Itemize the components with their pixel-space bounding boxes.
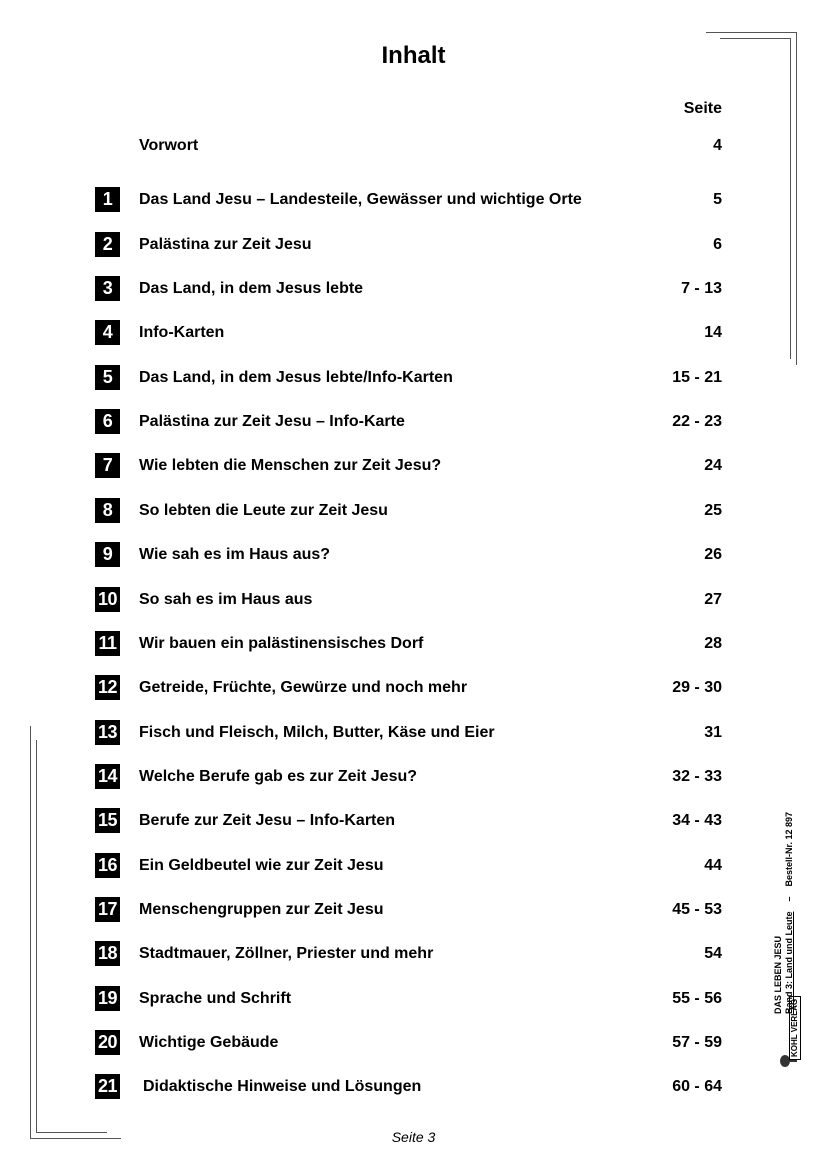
page-numbers: 24 [704,457,722,474]
page-column-header: Seite [683,100,722,117]
toc-entry [0,276,827,304]
chapter-title: Getreide, Früchte, Gewürze und noch mehr [139,679,468,696]
toc-entry [0,675,827,703]
chapter-number-badge: 15 [95,808,120,833]
toc-entry [0,1074,827,1102]
publisher-name: KOHL VERLAG [789,996,801,1060]
chapter-title: Didaktische Hinweise und Lösungen [143,1078,422,1095]
toc-entry [0,365,827,393]
toc-entry [0,232,827,260]
page-numbers: 44 [704,857,722,874]
chapter-number-badge: 7 [95,453,120,478]
series-title: DAS LEBEN JESU [773,935,783,1014]
chapter-title: Das Land, in dem Jesus lebte [139,280,364,297]
page-numbers: 5 [713,191,722,208]
chapter-number-badge: 14 [95,764,120,789]
toc-entry [0,587,827,615]
chapter-title: Das Land Jesu – Landesteile, Gewässer und wichtige Orte [139,191,582,208]
chapter-number-badge: 6 [95,409,120,434]
toc-entry [0,133,827,161]
chapter-number-badge: 12 [95,675,120,700]
chapter-number-badge: 2 [95,232,120,257]
page-numbers: 7 - 13 [681,280,722,297]
toc-entry [0,542,827,570]
band-and-order [784,812,795,1014]
chapter-number-badge: 3 [95,276,120,301]
chapter-number-badge: 10 [95,587,120,612]
toc-entry [0,986,827,1014]
chapter-title: Wichtige Gebäude [139,1034,279,1051]
page-numbers: 29 - 30 [672,679,722,696]
toc-entry [0,1030,827,1058]
toc-entry [0,453,827,481]
toc-entry [0,720,827,748]
toc-entry [0,897,827,925]
chapter-number-badge: 4 [95,320,120,345]
chapter-title: So lebten die Leute zur Zeit Jesu [139,502,388,519]
chapter-number-badge: 13 [95,720,120,745]
page-numbers: 60 - 64 [672,1078,722,1095]
separator: – [784,896,794,902]
toc-entry [0,409,827,437]
page-footer: Seite 3 [391,1129,436,1145]
chapter-number-badge: 19 [95,986,120,1011]
chapter-title: So sah es im Haus aus [139,591,313,608]
page-numbers: 22 - 23 [672,413,722,430]
page-numbers: 32 - 33 [672,768,722,785]
chapter-number-badge: 20 [95,1030,120,1055]
band-title: Band 3: Land und Leute [784,911,794,1014]
chapter-number-badge: 5 [95,365,120,390]
chapter-title: Ein Geldbeutel wie zur Zeit Jesu [139,857,384,874]
chapter-title: Sprache und Schrift [139,990,292,1007]
page-numbers: 31 [704,724,722,741]
chapter-number-badge: 16 [95,853,120,878]
toc-entry [0,631,827,659]
page-numbers: 57 - 59 [672,1034,722,1051]
toc-entry [0,941,827,969]
page-numbers: 6 [713,236,722,253]
publisher-logo [775,998,799,1068]
page-numbers: 26 [704,546,722,563]
page-title: Inhalt [381,42,446,69]
toc-entry [0,320,827,348]
toc-entry [0,187,827,215]
page-numbers: 54 [704,945,722,962]
page-numbers: 45 - 53 [672,901,722,918]
page-numbers: 4 [713,137,722,154]
chapter-title: Palästina zur Zeit Jesu – Info-Karte [139,413,405,430]
side-imprint [773,768,813,1068]
order-number: Bestell-Nr. 12 897 [784,811,794,887]
page-numbers: 15 - 21 [672,369,722,386]
page-numbers: 28 [704,635,722,652]
toc-entry [0,764,827,792]
chapter-number-badge: 1 [95,187,120,212]
chapter-title: Wie lebten die Menschen zur Zeit Jesu? [139,457,442,474]
page-numbers: 55 - 56 [672,990,722,1007]
chapter-title: Wir bauen ein palästinensisches Dorf [139,635,424,652]
toc-entry [0,853,827,881]
chapter-title: Fisch und Fleisch, Milch, Butter, Käse und Eier [139,724,495,741]
toc-entry [0,808,827,836]
chapter-number-badge: 9 [95,542,120,567]
page-numbers: 14 [704,324,722,341]
chapter-title: Palästina zur Zeit Jesu [139,236,312,253]
chapter-title: Stadtmauer, Zöllner, Priester und mehr [139,945,434,962]
chapter-number-badge: 8 [95,498,120,523]
chapter-title: Welche Berufe gab es zur Zeit Jesu? [139,768,418,785]
page-numbers: 27 [704,591,722,608]
chapter-number-badge: 18 [95,941,120,966]
chapter-title: Das Land, in dem Jesus lebte/Info-Karten [139,369,453,386]
toc-entry [0,498,827,526]
chapter-title: Info-Karten [139,324,225,341]
chapter-number-badge: 21 [95,1074,120,1099]
chapter-title: Berufe zur Zeit Jesu – Info-Karten [139,812,396,829]
chapter-number-badge: 11 [95,631,120,656]
chapter-number-badge: 17 [95,897,120,922]
chapter-title: Vorwort [139,137,199,154]
page-numbers: 25 [704,502,722,519]
chapter-title: Menschengruppen zur Zeit Jesu [139,901,384,918]
chapter-title: Wie sah es im Haus aus? [139,546,331,563]
page-numbers: 34 - 43 [672,812,722,829]
